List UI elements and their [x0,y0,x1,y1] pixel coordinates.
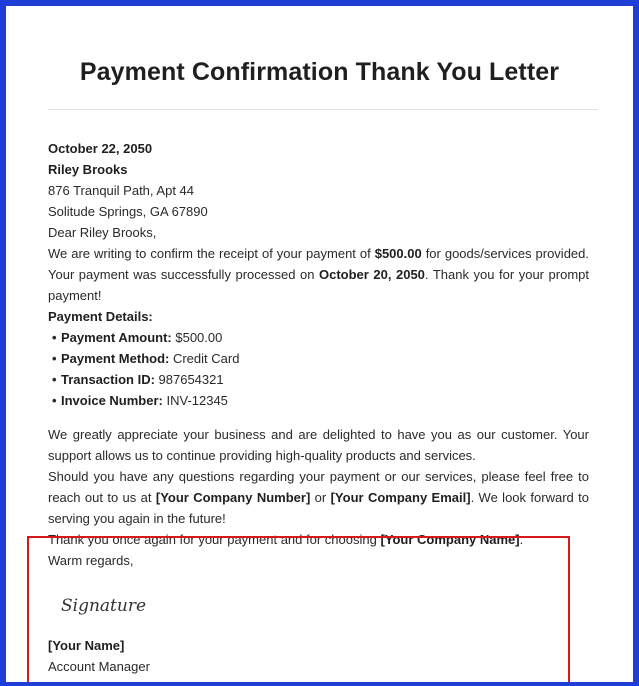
bullet-icon: • [52,393,57,408]
company-number-placeholder: [Your Company Number] [155,490,311,505]
confirmation-date: October 20, 2050 [319,267,425,282]
thanks-paragraph [48,529,589,550]
list-item [52,348,589,369]
thanks-text-1: Thank you once again for your payment and for choosing [48,532,381,547]
detail-label: Payment Method: [61,351,170,366]
bullet-icon: • [52,351,57,366]
signature: Signature [61,596,147,616]
spacer [48,411,589,424]
list-item [52,390,589,411]
confirmation-text-2: for goods/services provided. Your payment was successfully processed on [48,246,589,282]
company-email-placeholder: [Your Company Email] [330,490,471,505]
detail-label: Payment Amount: [61,330,172,345]
closing: Warm regards, [48,553,134,568]
detail-value: INV-12345 [162,393,228,408]
list-item [52,327,589,348]
confirmation-paragraph [48,243,589,306]
letter-body [48,138,589,677]
confirmation-amount: $500.00 [374,246,422,261]
payment-details-heading: Payment Details: [48,309,153,324]
company-name-placeholder: [Your Company Name] [380,532,520,547]
confirmation-text-1: We are writing to confirm the receipt of your payment of [48,246,375,261]
detail-label: Transaction ID: [61,372,155,387]
thanks-text-2: . [519,532,524,547]
recipient-address-line1: 876 Tranquil Path, Apt 44 [48,183,194,198]
recipient-address-line2: Solitude Springs, GA 67890 [48,204,208,219]
letter-date: October 22, 2050 [48,141,153,156]
confirmation-text-3: . Thank you for your prompt payment! [48,267,590,303]
salutation: Dear Riley Brooks, [48,225,157,240]
sender-name: [Your Name] [48,638,125,653]
appreciation-paragraph: We greatly appreciate your business and are delighted to have you as our customer. Your support allows us to continue providing high-quality products and services. [48,427,589,463]
payment-details-list [48,327,589,411]
detail-value: Credit Card [169,351,240,366]
sender-position: Account Manager [48,659,150,674]
list-item [52,369,589,390]
contact-text-2: or [310,490,331,505]
title-divider [48,109,598,110]
detail-value: $500.00 [171,330,223,345]
bullet-icon: • [52,330,57,345]
contact-text-3: . We look forward to serving you again in the future! [48,490,589,526]
contact-text-1: Should you have any questions regarding your payment or our services, please feel free to reach out to us at [48,469,589,505]
bullet-icon: • [52,372,57,387]
spacer [48,619,589,635]
contact-paragraph [48,466,589,529]
detail-label: Invoice Number: [61,393,163,408]
page-title: Payment Confirmation Thank You Letter [79,58,560,86]
detail-value: 987654321 [154,372,224,387]
recipient-name: Riley Brooks [48,162,128,177]
